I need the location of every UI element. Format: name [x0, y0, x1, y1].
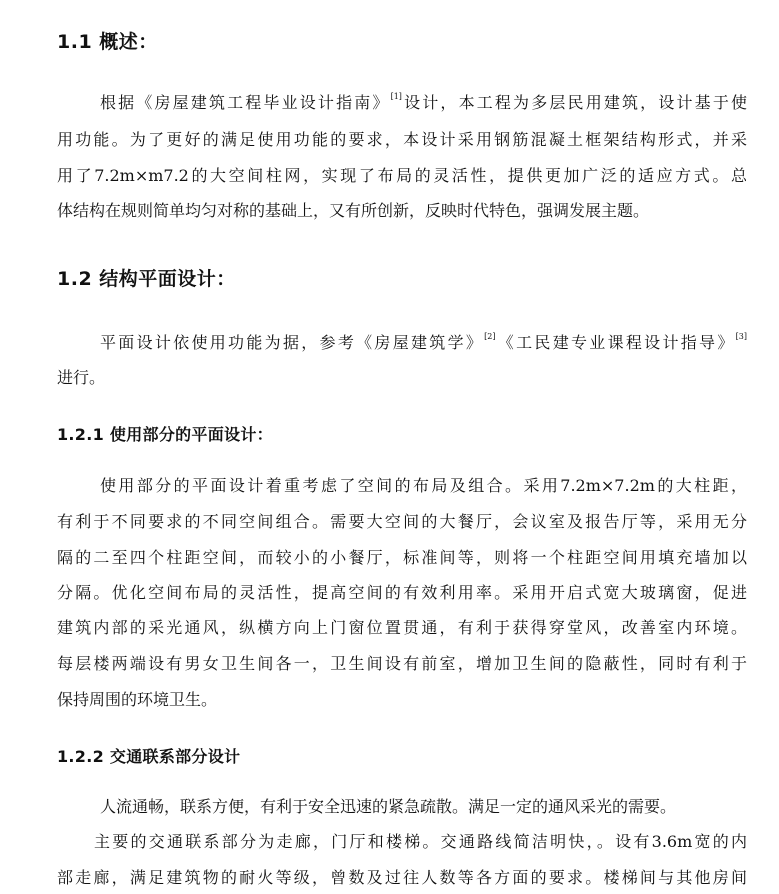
- paragraph-line: 使用部分的平面设计着重考虑了空间的布局及组合。采用7.2m×7.2m的大柱距，: [100, 476, 747, 495]
- paragraph-line: 每层楼两端设有男女卫生间各一，卫生间设有前室，增加卫生间的隐蔽性，同时有利于: [57, 654, 747, 673]
- paragraph-line: 有利于不同要求的不同空间组合。需要大空间的大餐厅，会议室及报告厅等，采用无分: [57, 512, 747, 531]
- paragraph-line: 建筑内部的采光通风，纵横方向上门窗位置贯通，有利于获得穿堂风，改善室内环境。: [57, 618, 747, 637]
- paragraph-line: 进行。: [57, 368, 106, 387]
- citation-ref: [1]: [390, 92, 402, 101]
- paragraph-text: 平面设计依使用功能为据，参考《房屋建筑学》: [100, 333, 485, 352]
- paragraph-line: 用功能。为了更好的满足使用功能的要求，本设计采用钢筋混凝土框架结构形式，并采: [57, 130, 747, 149]
- subsection-heading-1-2-2: 1.2.2 交通联系部分设计: [57, 747, 241, 766]
- paragraph-line: 部走廊，满足建筑物的耐火等级，曾数及过往人数等各方面的要求。楼梯间与其他房间: [57, 868, 747, 887]
- paragraph-line: [100, 333, 747, 353]
- paragraph-line: 用了7.2m×m7.2的大空间柱网，实现了布局的灵活性，提供更加广泛的适应方式。总: [57, 166, 747, 185]
- paragraph-line: [100, 93, 747, 113]
- paragraph-text: 设计，本工程为多层民用建筑，设计基于使: [401, 93, 747, 112]
- paragraph-text: 根据《房屋建筑工程毕业设计指南》: [100, 93, 391, 112]
- paragraph-line: 保持周围的环境卫生。: [57, 690, 218, 709]
- paragraph-line: 分隔。优化空间布局的灵活性，提高空间的有效利用率。采用开启式宽大玻璃窗，促进: [57, 583, 747, 602]
- paragraph-line: 体结构在规则简单均匀对称的基础上，又有所创新，反映时代特色，强调发展主题。: [57, 201, 650, 220]
- citation-ref: [3]: [735, 332, 747, 341]
- paragraph-line: 主要的交通联系部分为走廊，门厅和楼梯。交通路线简洁明快，。设有3.6m宽的内: [94, 832, 747, 851]
- paragraph-text: 《工民建专业课程设计指导》: [495, 333, 736, 352]
- section-heading-1-1: 1.1 概述：: [57, 31, 158, 53]
- subsection-heading-1-2-1: 1.2.1 使用部分的平面设计：: [57, 425, 273, 444]
- section-heading-1-2: 1.2 结构平面设计：: [57, 268, 236, 290]
- citation-ref: [2]: [484, 332, 496, 341]
- paragraph-line: 隔的二至四个柱距空间，而较小的小餐厅，标准间等，则将一个柱距空间用填充墙加以: [57, 548, 747, 567]
- paragraph-line: 人流通畅，联系方便，有利于安全迅速的紧急疏散。满足一定的通风采光的需要。: [100, 797, 677, 816]
